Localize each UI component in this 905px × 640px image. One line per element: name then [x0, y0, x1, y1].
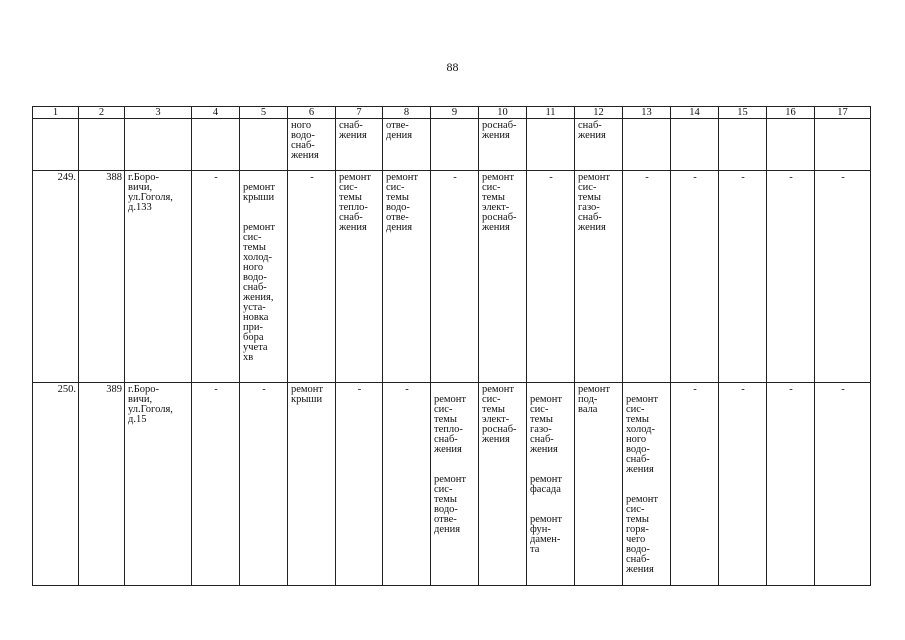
col-header: 2: [79, 107, 125, 119]
table-cell: ремонт сис- темы водо- отве- дения: [383, 171, 431, 383]
table-cell: -: [767, 383, 815, 586]
table-cell: ремонт сис- темы тепло- снаб- жения: [336, 171, 383, 383]
col-header: 9: [431, 107, 479, 119]
col-header: 4: [192, 107, 240, 119]
table-cell: -: [719, 383, 767, 586]
row-number: 249.: [33, 171, 79, 383]
table-row-249: [33, 171, 871, 383]
table-cell: ремонт крыши: [288, 383, 336, 586]
table-cell: -: [240, 383, 288, 586]
col-header: 8: [383, 107, 431, 119]
col-header: 13: [623, 107, 671, 119]
col-header: 5: [240, 107, 288, 119]
col-header: 3: [125, 107, 192, 119]
col-header: 10: [479, 107, 527, 119]
work-item: ремонт сис- темы холод- ного водо- снаб- жения: [626, 394, 659, 475]
table-cell: [431, 119, 479, 171]
table-cell: -: [719, 171, 767, 383]
table-cell: [192, 119, 240, 171]
table-cell: -: [192, 171, 240, 383]
col-header: 15: [719, 107, 767, 119]
table-cell: [719, 119, 767, 171]
table-cell: снаб- жения: [575, 119, 623, 171]
col-header: 17: [815, 107, 871, 119]
table-cell: [240, 119, 288, 171]
table-cell: -: [671, 171, 719, 383]
table-cell: -: [288, 171, 336, 383]
table-cell: ремонт под- вала: [575, 383, 623, 586]
page-number: 88: [446, 60, 459, 74]
continuation-row: [33, 119, 871, 171]
table-cell: [125, 119, 192, 171]
table-cell: -: [671, 383, 719, 586]
col-header: 6: [288, 107, 336, 119]
table-cell: ремонт сис- темы элект- роснаб- жения: [479, 171, 527, 383]
table-row-250: [33, 383, 871, 586]
col-header: 12: [575, 107, 623, 119]
table-cell: ного водо- снаб- жения: [288, 119, 336, 171]
work-item: ремонт сис- темы водо- отве- дения: [434, 474, 467, 535]
table-cell: [767, 119, 815, 171]
table-cell: [623, 119, 671, 171]
work-item: ремонт сис- темы горя- чего водо- снаб- жения: [626, 494, 659, 575]
col-header: 11: [527, 107, 575, 119]
table-cell: -: [767, 171, 815, 383]
table-cell: [815, 119, 871, 171]
table-cell: [527, 119, 575, 171]
row-number: 250.: [33, 383, 79, 586]
table-cell: [431, 383, 479, 586]
work-item: ремонт крыши: [243, 182, 276, 203]
table-cell: [79, 119, 125, 171]
table-cell: [623, 383, 671, 586]
col-header: 1: [33, 107, 79, 119]
table-cell: -: [623, 171, 671, 383]
table-cell: отве- дения: [383, 119, 431, 171]
table-cell: [671, 119, 719, 171]
repair-schedule-table: [32, 106, 871, 586]
work-item: ремонт фасада: [530, 474, 563, 495]
col-header: 16: [767, 107, 815, 119]
table-cell: ремонт сис- темы элект- роснаб- жения: [479, 383, 527, 586]
table-cell: [33, 119, 79, 171]
row-address: г.Боро- вичи, ул.Гоголя, д.15: [125, 383, 192, 586]
col-header: 7: [336, 107, 383, 119]
table-cell: снаб- жения: [336, 119, 383, 171]
work-item: ремонт фун- дамен- та: [530, 514, 563, 555]
row-code: 388: [79, 171, 125, 383]
table-cell: -: [431, 171, 479, 383]
row-address: г.Боро- вичи, ул.Гоголя, д.133: [125, 171, 192, 383]
table-cell: -: [336, 383, 383, 586]
table-cell: [527, 383, 575, 586]
table-cell: -: [815, 171, 871, 383]
row-code: 389: [79, 383, 125, 586]
table-cell: -: [527, 171, 575, 383]
table-cell: -: [192, 383, 240, 586]
work-item: ремонт сис- темы газо- снаб- жения: [530, 394, 563, 455]
table-cell: [240, 171, 288, 383]
column-number-row: [33, 107, 871, 119]
table-cell: ремонт сис- темы газо- снаб- жения: [575, 171, 623, 383]
table-cell: -: [383, 383, 431, 586]
work-item: ремонт сис- темы тепло- снаб- жения: [434, 394, 467, 455]
work-item: ремонт сис- темы холод- ного водо- снаб- жения, уста- новка при- бора учета хв: [243, 222, 276, 363]
table-cell: -: [815, 383, 871, 586]
table-cell: роснаб- жения: [479, 119, 527, 171]
col-header: 14: [671, 107, 719, 119]
